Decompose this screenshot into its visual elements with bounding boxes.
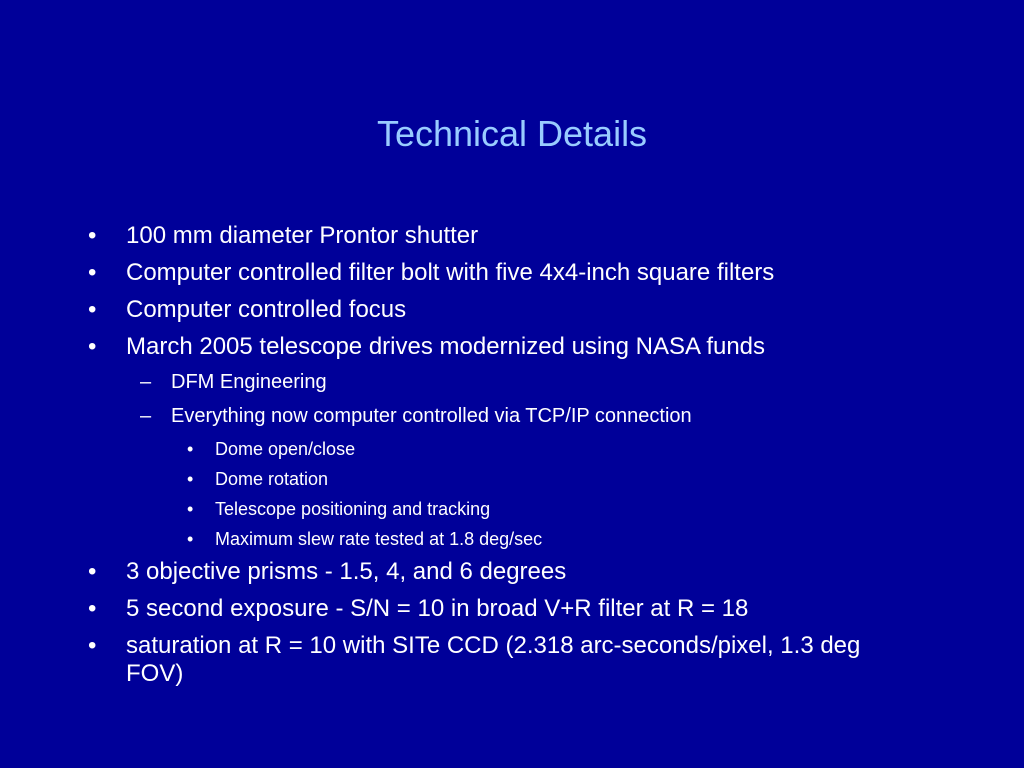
bullet-marker: • — [88, 558, 97, 585]
bullet-item-telescope-drives — [0, 333, 1024, 370]
bullet-marker: • — [187, 499, 194, 519]
sub-sub-bullet-text: Dome open/close — [215, 439, 356, 459]
sub-sub-bullet-text: Telescope positioning and tracking — [215, 499, 491, 519]
sub-sub-bullet-text: Dome rotation — [215, 469, 329, 489]
bullet-item-saturation — [0, 632, 906, 688]
sub-bullet-computer-controlled — [0, 404, 1024, 438]
dash-marker: – — [140, 405, 152, 427]
bullet-text: 3 objective prisms - 1.5, 4, and 6 degrees — [126, 558, 567, 585]
dash-marker: – — [140, 371, 152, 393]
bullet-marker: • — [187, 469, 194, 489]
sub-sub-bullet-text: Maximum slew rate tested at 1.8 deg/sec — [215, 529, 543, 549]
bullet-list — [0, 222, 1024, 688]
bullet-marker: • — [88, 595, 97, 622]
bullet-marker: • — [88, 222, 97, 249]
bullet-text: 100 mm diameter Prontor shutter — [126, 222, 479, 249]
bullet-text: Computer controlled filter bolt with five 4x4-inch square filters — [126, 259, 775, 286]
bullet-marker: • — [88, 632, 97, 659]
bullet-marker: • — [88, 296, 97, 323]
sub-bullet-text: DFM Engineering — [171, 371, 327, 393]
bullet-item-shutter — [0, 222, 1024, 259]
bullet-text: March 2005 telescope drives modernized using NASA funds — [126, 333, 766, 360]
sub-sub-bullet-dome-open-close — [0, 438, 1024, 468]
sub-sub-bullet-dome-rotation — [0, 468, 1024, 498]
bullet-item-exposure — [0, 595, 1024, 632]
bullet-text: 5 second exposure - S/N = 10 in broad V+R filter at R = 18 — [126, 595, 749, 622]
bullet-item-focus — [0, 296, 1024, 333]
bullet-text: saturation at R = 10 with SITe CCD (2.318 arc-seconds/pixel, 1.3 deg FOV) — [126, 632, 861, 687]
bullet-item-filter-bolt — [0, 259, 1024, 296]
bullet-marker: • — [187, 529, 194, 549]
bullet-text: Computer controlled focus — [126, 296, 407, 323]
sub-bullet-text: Everything now computer controlled via TCP/IP connection — [171, 405, 692, 427]
slide-title: Technical Details — [376, 113, 648, 154]
sub-bullet-dfm-engineering — [0, 370, 1024, 404]
bullet-marker: • — [88, 259, 97, 286]
sub-sub-bullet-telescope-positioning — [0, 498, 1024, 528]
bullet-item-objective-prisms — [0, 558, 1024, 595]
bullet-marker: • — [88, 333, 97, 360]
bullet-marker: • — [187, 439, 194, 459]
sub-sub-bullet-slew-rate — [0, 528, 1024, 558]
